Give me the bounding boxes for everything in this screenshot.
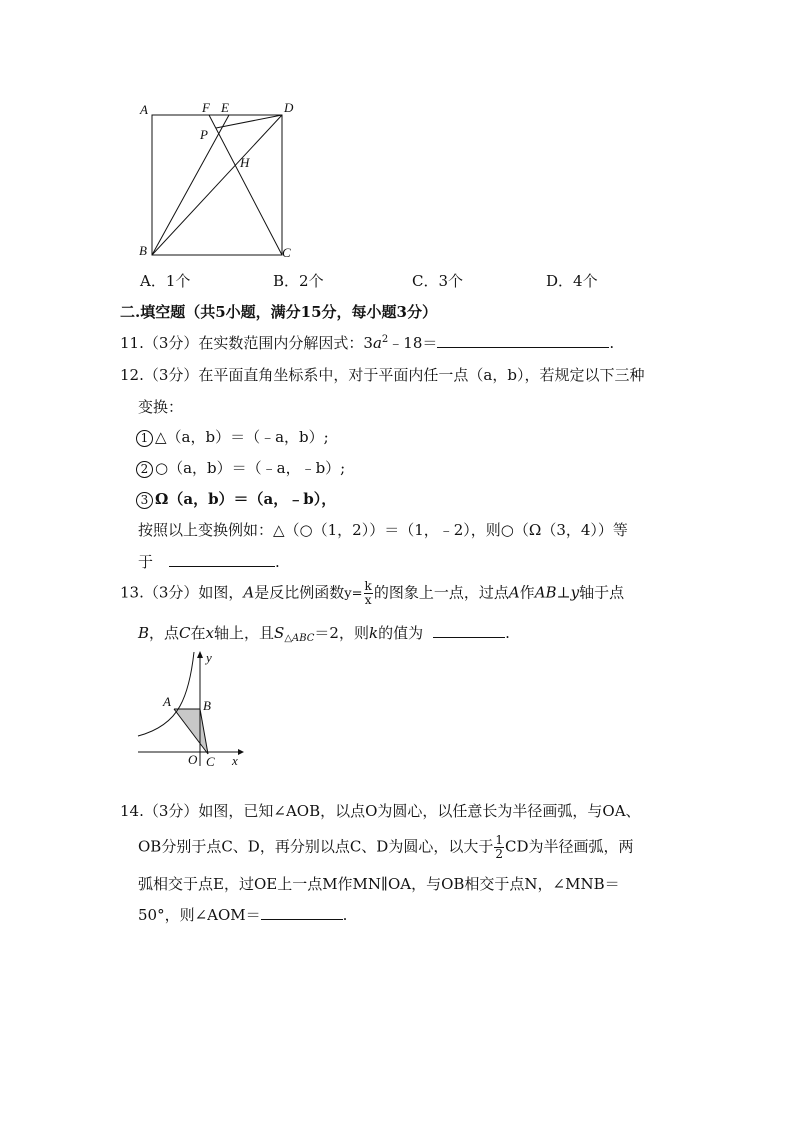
hyperbola-figure xyxy=(130,648,250,773)
x-axis-arrow xyxy=(238,749,244,755)
label-B: B xyxy=(203,698,211,713)
answer-blank-13[interactable] xyxy=(433,623,505,638)
option-c[interactable]: C．3个 xyxy=(412,272,464,290)
answer-blank-12[interactable] xyxy=(169,552,275,567)
q12-rule1: 1 △（a，b）＝（﹣a，b）; xyxy=(136,426,329,447)
option-d[interactable]: D．4个 xyxy=(546,272,598,290)
label-x: x xyxy=(232,753,238,768)
question-11: 11.（3分）在实数范围内分解因式：$3a^2﹣18=$ . xyxy=(120,334,615,352)
square-figure xyxy=(130,95,310,265)
section-title: 二.填空题（共5小题，满分15分，每小题3分） xyxy=(120,303,437,321)
q14-line2: OB分别于点C、D，再分别以点C、D为圆心，以大于 $\frac{1}{2}$ CD为半径画弧，两 xyxy=(138,833,634,861)
answer-blank-14[interactable] xyxy=(261,905,343,920)
q12-line2: 变换： xyxy=(138,398,184,416)
q13-line2: B，点C在x轴上，且$S_{\triangle ABC}=2$，则k的值为 . xyxy=(138,624,510,644)
label-E: E xyxy=(221,100,229,115)
q12-rule2: 2 ○（a，b）＝（﹣a，﹣b）; xyxy=(136,457,345,478)
option-b[interactable]: B．2个 xyxy=(273,272,324,290)
label-C: C xyxy=(282,245,291,260)
option-a[interactable]: A．1个 xyxy=(140,272,191,290)
label-A: A xyxy=(140,102,148,117)
label-D: D xyxy=(284,100,294,115)
question-13: 13.（3分）如图，A是反比例函数y= $\frac{k}{x}$ 的图象上一点，过点A作AB⊥y轴于点 xyxy=(120,579,625,607)
q12-tail: 于 . xyxy=(138,553,280,571)
label-A: A xyxy=(163,694,171,709)
label-P: P xyxy=(200,127,208,142)
question-12: 12.（3分）在平面直角坐标系中，对于平面内任一点（a，b），若规定以下三种 xyxy=(120,366,645,384)
question-14: 14.（3分）如图，已知∠AOB，以点O为圆心，以任意长为半径画弧，与OA、 xyxy=(120,802,641,820)
label-O: O xyxy=(188,752,198,767)
segment-fc xyxy=(209,115,282,255)
label-F: F xyxy=(202,100,210,115)
y-axis-arrow xyxy=(197,651,203,658)
q12-rule3: 3 Ω（a，b）＝（a，﹣b）， xyxy=(136,488,336,509)
label-B: B xyxy=(139,243,147,258)
answer-blank-11[interactable] xyxy=(437,333,609,348)
q12-example: 按照以上变换例如：△（○（1，2））＝（1，﹣2），则○（Ω（3，4））等 xyxy=(138,521,628,539)
label-y: y xyxy=(206,650,212,665)
label-C: C xyxy=(206,754,215,769)
q14-line4: 50°，则∠AOM＝ . xyxy=(138,906,348,924)
q14-line3: 弧相交于点E，过OE上一点M作MN∥OA，与OB相交于点N，∠MNB＝ xyxy=(138,875,620,893)
label-H: H xyxy=(240,155,250,170)
